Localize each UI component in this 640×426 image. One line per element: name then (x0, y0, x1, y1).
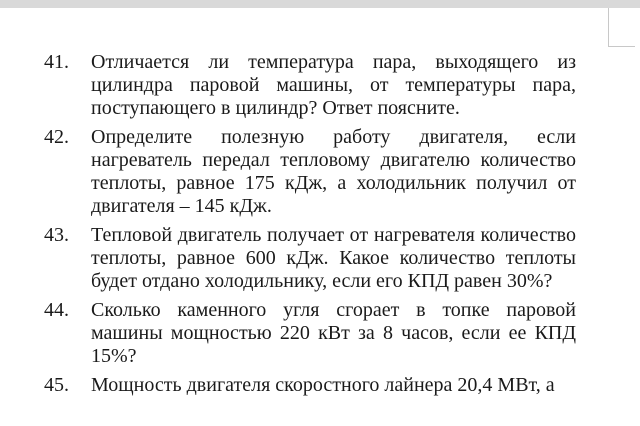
problem-44 (0, 299, 640, 368)
problem-number: 44. (44, 299, 69, 321)
top-bar (0, 0, 640, 8)
problem-text: Тепловой двигатель получает от нагревателя количество теплоты, равное 600 кДж. Какое количество теплоты будет отдано холодильнику, если его КПД равен 30%? (91, 224, 576, 292)
problem-text: Отличается ли температура пара, выходящего из цилиндра паровой машины, от температуры пара, поступающего в цилиндр? Ответ поясните. (91, 51, 576, 119)
problem-text: Определите полезную работу двигателя, если нагреватель передал тепловому двигателю количество теплоты, равное 175 кДж, а холодильник получил от двигателя – 145 кДж. (91, 126, 576, 217)
problem-number: 41. (44, 51, 69, 73)
problem-text: Мощность двигателя скоростного лайнера 20,4 МВт, а (91, 374, 555, 396)
problem-42 (0, 126, 640, 218)
problem-text: Сколько каменного угля сгорает в топке паровой машины мощностью 220 кВт за 8 часов, если ее КПД 15%? (91, 299, 576, 367)
problem-list (0, 51, 640, 403)
page-corner (608, 8, 635, 47)
problem-number: 45. (44, 374, 69, 396)
problem-43 (0, 224, 640, 293)
problem-number: 43. (44, 224, 69, 246)
problem-45 (0, 374, 640, 397)
problem-41 (0, 51, 640, 120)
problem-number: 42. (44, 126, 69, 148)
